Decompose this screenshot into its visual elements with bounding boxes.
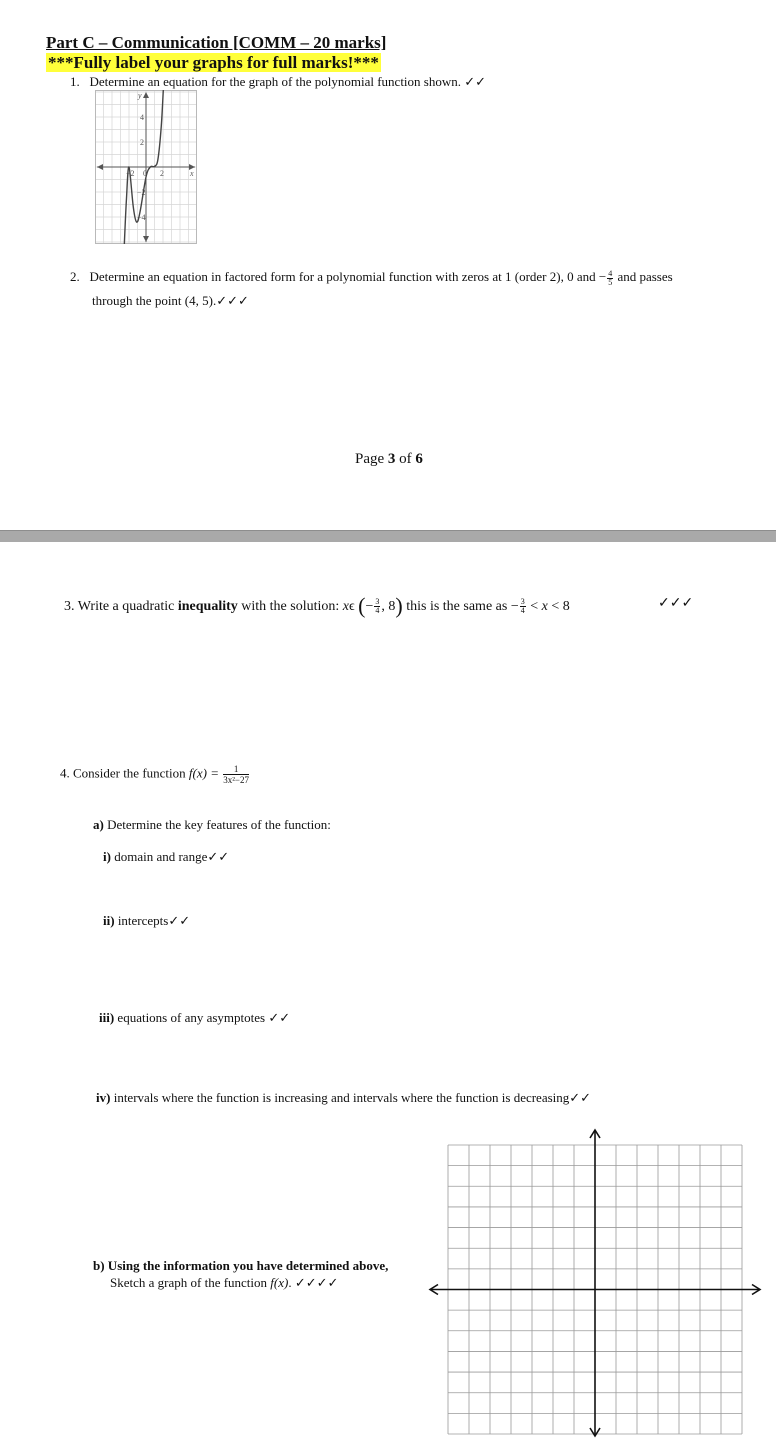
q1-y-tick-label: −2 — [137, 188, 146, 197]
question-2-line-2 — [92, 293, 249, 309]
q4-a-label: a) — [93, 817, 104, 832]
q4-lead: 4. Consider the function — [60, 765, 189, 781]
q1-y-tick-label: −4 — [137, 213, 146, 222]
q4-part-i — [103, 849, 229, 865]
q4-fx: f(x) = — [188, 765, 223, 781]
q3-fraction-num: 3 — [375, 597, 380, 607]
q4-fraction-num: 1 — [223, 764, 249, 775]
q4-iv-checks: ✓✓ — [569, 1090, 592, 1105]
q3-same-as: this is the same as — [402, 599, 511, 614]
q4-b-line2-text: Sketch a graph of the function — [110, 1275, 271, 1290]
q3-tail: with the solution: — [237, 599, 343, 614]
q1-polynomial-graph — [95, 90, 197, 244]
q1-y-axis-label: y — [138, 91, 142, 100]
q3-comma-8: , 8 — [381, 599, 396, 614]
worksheet-page-4 — [0, 542, 776, 1454]
q3-bold-inequality: inequality — [177, 599, 238, 614]
q3-minus: − — [365, 599, 374, 614]
q4-a-text: Determine the key features of the function: — [103, 817, 331, 832]
q4-b-dot: . — [288, 1275, 295, 1290]
q4-b-fx: f(x) — [270, 1275, 289, 1290]
q4-ii-label: ii) — [103, 913, 115, 928]
q3-lead: 3. Write a quadratic — [64, 599, 178, 614]
q2-fraction-num: 4 — [608, 268, 613, 278]
question-4 — [60, 764, 250, 785]
page-of: of — [395, 451, 416, 467]
q3-x: x — [342, 599, 349, 614]
q2-text-a: Determine an equation in factored form for a polynomial function with zeros at 1 (order 2), 0 and − — [89, 269, 607, 284]
page-total: 6 — [415, 451, 423, 467]
q3-in: ϵ — [348, 599, 355, 614]
page-current: 3 — [387, 451, 396, 467]
q4-ii-checks: ✓✓ — [168, 913, 191, 928]
q1-x-axis-label: x — [190, 169, 194, 178]
q2-number: 2. — [70, 269, 80, 284]
worksheet-page-3 — [0, 0, 776, 530]
question-1 — [70, 74, 486, 90]
q2-fraction — [607, 270, 613, 287]
q4-ii-text: intercepts — [114, 913, 169, 928]
q4-i-label: i) — [103, 849, 111, 864]
q3-fraction-2-num: 3 — [520, 597, 525, 607]
q1-y-tick-label: 4 — [140, 113, 144, 122]
full-marks-banner: ***Fully label your graphs for full marks!*** — [48, 53, 379, 72]
q1-number: 1. — [70, 74, 80, 89]
question-3 — [64, 593, 570, 619]
q1-x-tick-label: 2 — [160, 169, 164, 178]
q3-checks: ✓✓✓ — [658, 596, 694, 611]
q3-x-2: x — [541, 599, 548, 614]
q4-iv-label: iv) — [96, 1090, 111, 1105]
question-2 — [70, 269, 673, 287]
q3-fraction-2-den: 4 — [520, 606, 525, 616]
q4-iii-label: iii) — [99, 1010, 115, 1025]
q4-part-ii — [103, 913, 190, 929]
page-prefix: Page — [355, 451, 388, 467]
q4-b-checks: ✓✓✓✓ — [294, 1275, 339, 1290]
q4-iii-checks: ✓✓ — [268, 1010, 291, 1025]
q1-text: Determine an equation for the graph of the polynomial function shown. — [89, 74, 461, 89]
q2-text-c: through the point (4, 5). — [92, 293, 217, 308]
q4-i-text: domain and range — [110, 849, 208, 864]
sketch-grid[interactable] — [428, 1128, 762, 1438]
q1-checks: ✓✓ — [464, 74, 487, 89]
q3-fraction-2 — [520, 598, 526, 615]
q4-iii-text: equations of any asymptotes — [114, 1010, 269, 1025]
q4-fraction-den: 3x²−27 — [223, 775, 249, 785]
q4-part-iv — [96, 1090, 591, 1106]
q2-text-b: and passes — [617, 269, 673, 284]
q2-fraction-den: 5 — [608, 277, 613, 287]
q3-paren-open: ( — [358, 593, 366, 618]
part-c-header: Part C – Communication [COMM – 20 marks] — [46, 33, 387, 52]
q4-iv-text: intervals where the function is increasing and intervals where the function is decreasing — [110, 1090, 570, 1105]
q3-fraction-den: 4 — [375, 606, 380, 616]
q3-fraction — [374, 598, 380, 615]
q4-part-b: b) Using the information you have determined above, — [93, 1258, 389, 1273]
q3-rel-2: < 8 — [547, 599, 570, 614]
q4-fraction — [223, 764, 249, 785]
q2-checks: ✓✓✓ — [216, 293, 249, 308]
q4-part-a — [93, 817, 331, 833]
q3-minus-2: − — [510, 599, 519, 614]
q1-x-tick-label: 0 — [143, 169, 147, 178]
q4-part-iii — [99, 1010, 290, 1026]
q4-part-b-line-2 — [110, 1275, 338, 1291]
page-number — [355, 451, 423, 468]
q3-paren-close: ) — [395, 593, 403, 618]
q4-i-checks: ✓✓ — [207, 849, 230, 864]
q3-rel: < — [526, 599, 542, 614]
q1-x-tick-label: −2 — [126, 169, 135, 178]
q1-y-tick-label: 2 — [140, 138, 144, 147]
